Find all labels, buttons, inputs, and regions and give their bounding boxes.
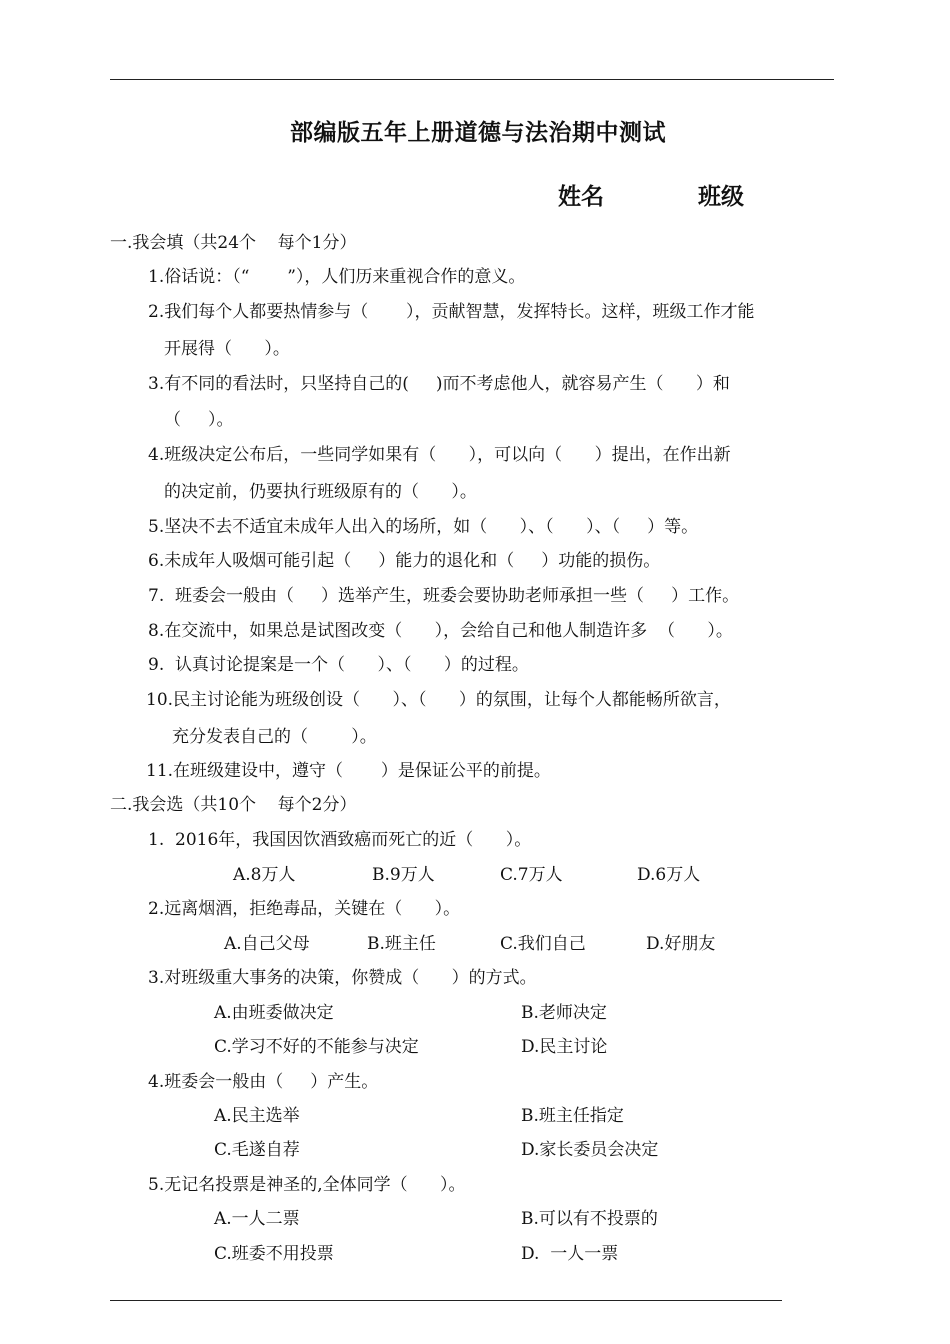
page-title: 部编版五年上册道德与法治期中测试 xyxy=(290,120,666,146)
choice-5-option-b: B.可以有不投票的 xyxy=(521,1209,658,1229)
choice-4-option-b: B.班主任指定 xyxy=(521,1106,624,1126)
fill-question-10-cont: 充分发表自己的（ ）。 xyxy=(172,727,377,747)
choice-3-option-b: B.老师决定 xyxy=(521,1003,607,1023)
fill-question-3-cont: （ ）。 xyxy=(164,410,234,430)
choice-question-5: 5.无记名投票是神圣的,全体同学（ ）。 xyxy=(148,1175,466,1195)
fill-question-3: 3.有不同的看法时，只坚持自己的( )而不考虑他人，就容易产生（ ）和 xyxy=(148,374,730,394)
bottom-rule xyxy=(110,1300,782,1301)
choice-5-option-a: A.一人二票 xyxy=(214,1209,300,1229)
fill-question-10: 10.民主讨论能为班级创设（ ）、（ ）的氛围，让每个人都能畅所欲言， xyxy=(146,690,731,710)
choice-5-option-d: D. 一人一票 xyxy=(521,1244,619,1264)
fill-question-11: 11.在班级建设中，遵守（ ）是保证公平的前提。 xyxy=(146,761,551,781)
choice-4-option-c: C.毛遂自荐 xyxy=(214,1140,300,1160)
fill-question-8: 8.在交流中，如果总是试图改变（ ），会给自己和他人制造许多 （ ）。 xyxy=(148,621,733,641)
choice-question-1: 1. 2016年，我国因饮酒致癌而死亡的近（ ）。 xyxy=(148,830,532,850)
fill-question-1: 1.俗话说：（“ ”），人们历来重视合作的意义。 xyxy=(148,267,526,287)
section-heading-choice: 二.我会选（共10个 每个2分） xyxy=(110,795,357,815)
section-heading-fill: 一.我会填（共24个 每个1分） xyxy=(110,233,357,253)
choice-4-option-a: A.民主选举 xyxy=(214,1106,300,1126)
choice-1-option-d: D.6万人 xyxy=(637,865,701,885)
choice-1-option-a: A.8万人 xyxy=(233,865,296,885)
name-label: 姓名 xyxy=(558,184,604,210)
choice-2-option-a: A.自己父母 xyxy=(224,934,310,954)
choice-question-3: 3.对班级重大事务的决策，你赞成（ ）的方式。 xyxy=(148,968,537,988)
choice-4-option-d: D.家长委员会决定 xyxy=(521,1140,659,1160)
choice-3-option-d: D.民主讨论 xyxy=(521,1037,608,1057)
choice-1-option-b: B.9万人 xyxy=(372,865,435,885)
fill-question-7: 7. 班委会一般由（ ）选举产生，班委会要协助老师承担一些（ ）工作。 xyxy=(148,586,740,606)
choice-3-option-c: C.学习不好的不能参与决定 xyxy=(214,1037,419,1057)
choice-5-option-c: C.班委不用投票 xyxy=(214,1244,334,1264)
top-rule xyxy=(110,79,834,80)
class-label: 班级 xyxy=(698,184,744,210)
fill-question-9: 9. 认真讨论提案是一个（ ）、（ ）的过程。 xyxy=(148,655,529,675)
choice-2-option-c: C.我们自己 xyxy=(500,934,586,954)
fill-question-6: 6.未成年人吸烟可能引起（ ）能力的退化和（ ）功能的损伤。 xyxy=(148,551,661,571)
fill-question-4-cont: 的决定前，仍要执行班级原有的（ ）。 xyxy=(164,482,477,502)
fill-question-4: 4.班级决定公布后，一些同学如果有（ ），可以向（ ）提出，在作出新 xyxy=(148,445,731,465)
choice-2-option-d: D.好朋友 xyxy=(646,934,716,954)
fill-question-2-cont: 开展得（ ）。 xyxy=(164,339,290,359)
choice-1-option-c: C.7万人 xyxy=(500,865,563,885)
choice-3-option-a: A.由班委做决定 xyxy=(214,1003,334,1023)
fill-question-5: 5.坚决不去不适宜未成年人出入的场所，如（ ）、（ ）、（ ）等。 xyxy=(148,517,699,537)
choice-question-4: 4.班委会一般由（ ）产生。 xyxy=(148,1072,379,1092)
fill-question-2: 2.我们每个人都要热情参与（ ），贡献智慧，发挥特长。这样，班级工作才能 xyxy=(148,302,755,322)
choice-2-option-b: B.班主任 xyxy=(367,934,436,954)
choice-question-2: 2.远离烟酒，拒绝毒品，关键在（ ）。 xyxy=(148,899,461,919)
